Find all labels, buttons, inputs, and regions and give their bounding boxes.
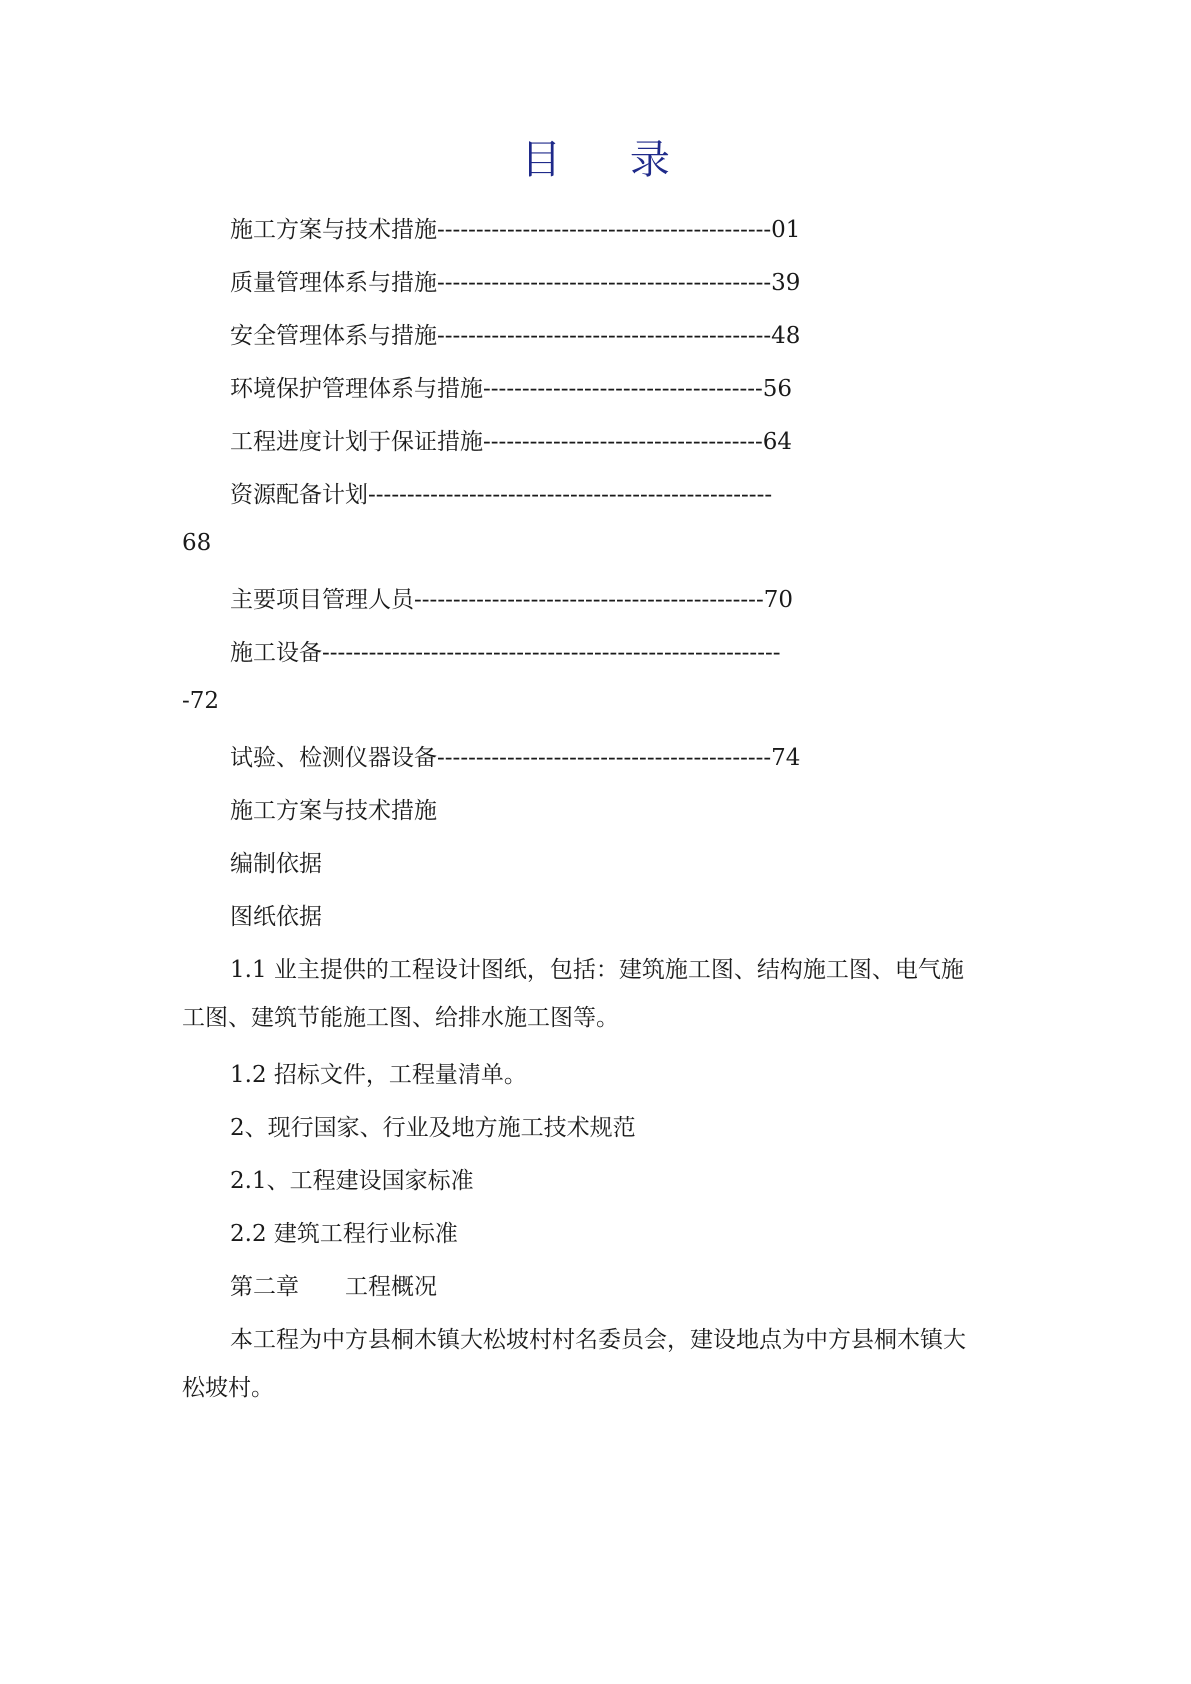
toc-entry: 施工方案与技术措施-------------------------------------------01 [230,217,801,243]
body-heading: 施工方案与技术措施 [230,798,437,824]
body-heading: 编制依据 [230,851,322,877]
body-paragraph: 2.1、工程建设国家标准 [230,1168,474,1194]
toc-entry: 质量管理体系与措施-------------------------------------------39 [230,270,801,296]
body-paragraph: 1.1 业主提供的工程设计图纸，包括：建筑施工图、结构施工图、电气施 [230,957,964,983]
toc-entry: 施工设备----------------------------------------------------------- [230,640,781,666]
toc-entry: 资源配备计划---------------------------------------------------- [230,482,773,508]
toc-entry: 主要项目管理人员---------------------------------------------70 [230,587,793,613]
page-title: 目 录 [521,137,698,183]
body-heading: 图纸依据 [230,904,322,930]
toc-entry: 试验、检测仪器设备-------------------------------------------74 [230,745,801,771]
toc-entry: 环境保护管理体系与措施------------------------------------56 [230,376,793,402]
body-paragraph: 2、现行国家、行业及地方施工技术规范 [230,1115,636,1141]
body-paragraph-cont: 工图、建筑节能施工图、给排水施工图等。 [182,1005,619,1031]
toc-entry-page: 68 [182,530,212,556]
toc-entry: 工程进度计划于保证措施------------------------------------64 [230,429,793,455]
body-paragraph: 2.2 建筑工程行业标准 [230,1221,458,1247]
body-paragraph: 本工程为中方县桐木镇大松坡村村名委员会，建设地点为中方县桐木镇大 [230,1327,966,1353]
chapter-heading: 第二章 工程概况 [230,1274,437,1300]
toc-entry-page: -72 [182,688,220,714]
body-paragraph-cont: 松坡村。 [182,1375,274,1401]
body-paragraph: 1.2 招标文件，工程量清单。 [230,1062,527,1088]
toc-entry: 安全管理体系与措施-------------------------------------------48 [230,323,801,349]
